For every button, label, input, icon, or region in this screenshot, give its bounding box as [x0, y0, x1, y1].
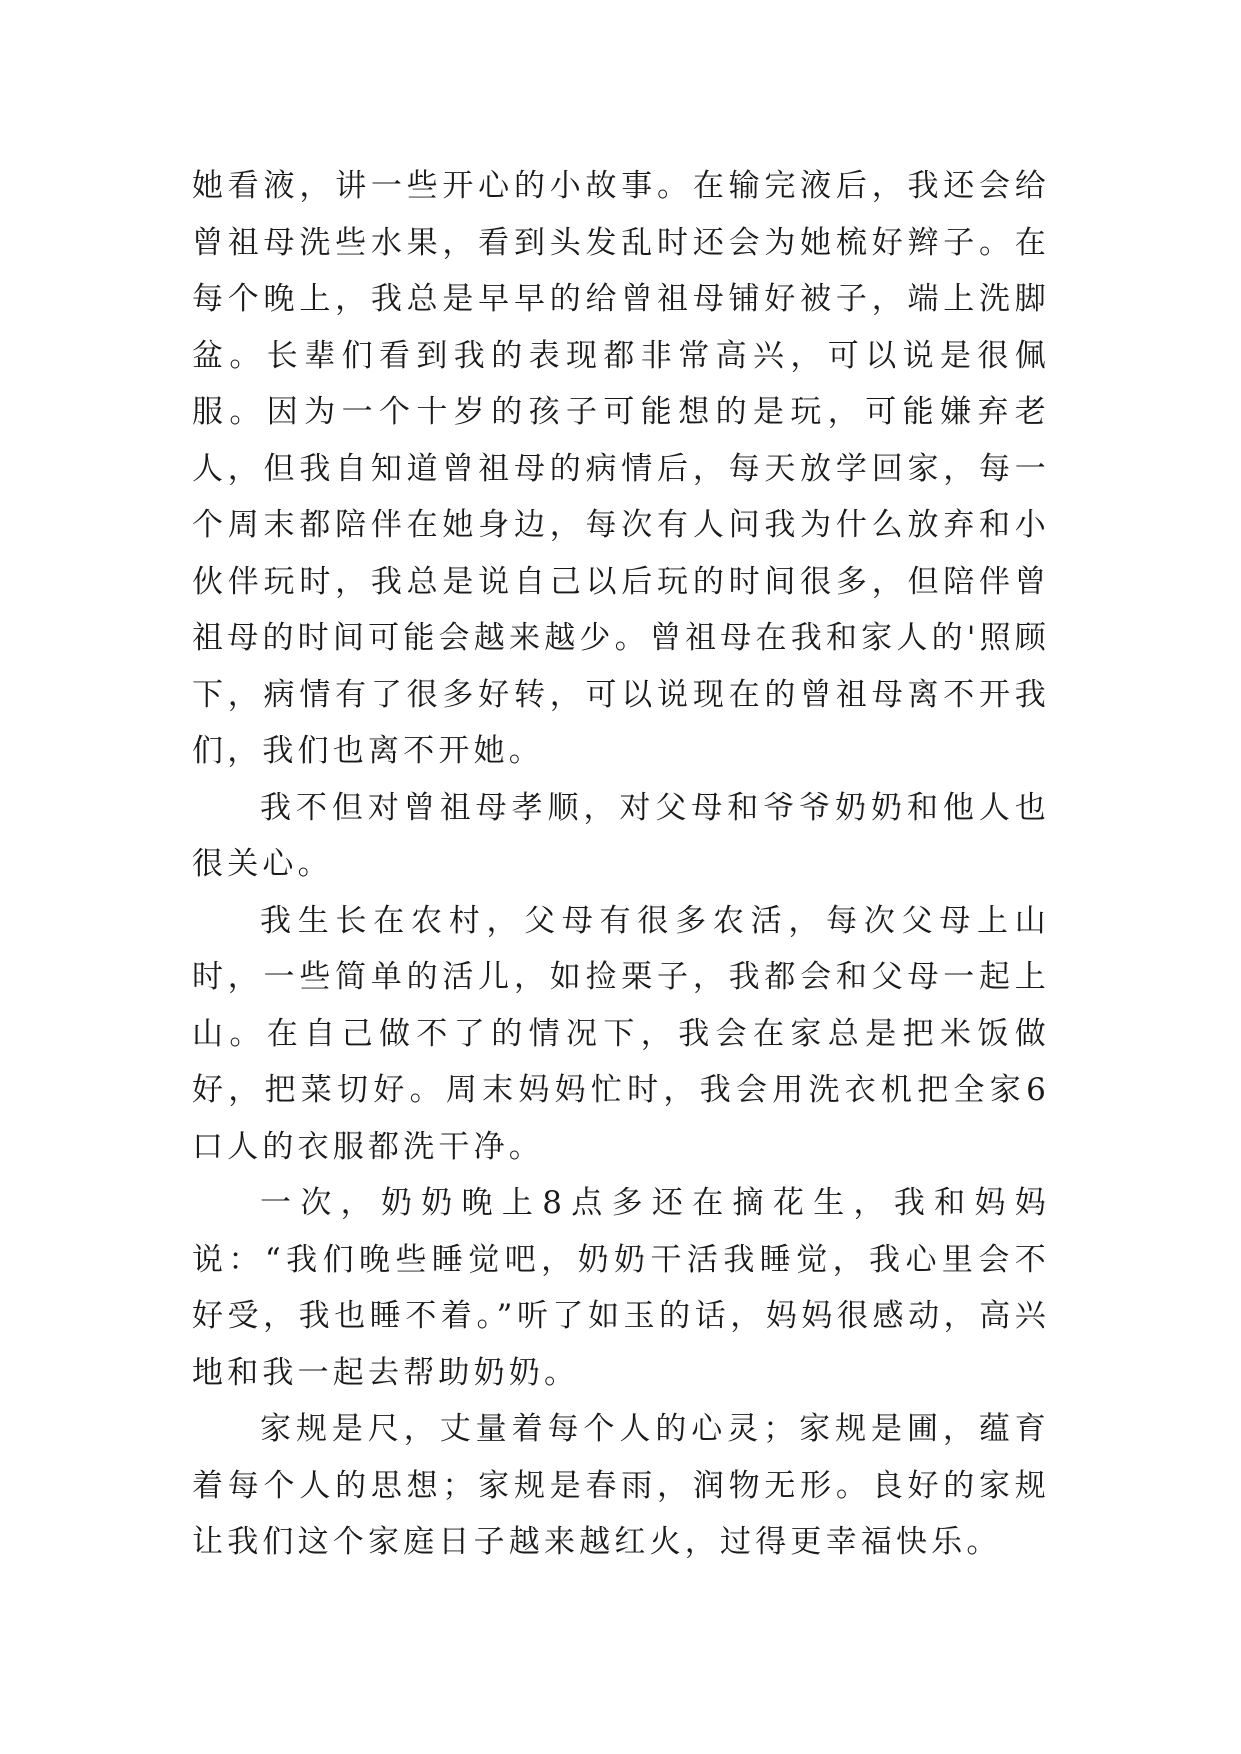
paragraph-1: 她看液，讲一些开心的小故事。在输完液后，我还会给曾祖母洗些水果，看到头发乱时还会为她梳好辫子。在每个晚上，我总是早早的给曾祖母铺好被子，端上洗脚盆。长辈们看到我的表现都非常高兴，可以说是很佩服。因为一个十岁的孩子可能想的是玩，可能嫌弃老人，但我自知道曾祖母的病情后，每天放学回家，每一个周末都陪伴在她身边，每次有人问我为什么放弃和小伙伴玩时，我总是说自己以后玩的时间很多，但陪伴曾祖母的时间可能会越来越少。曾祖母在我和家人的'照顾下，病情有了很多好转，可以说现在的曾祖母离不开我们，我们也离不开她。 [192, 168, 1050, 769]
paragraph-3: 我生长在农村，父母有很多农活，每次父母上山时，一些简单的活儿，如捡栗子，我都会和父母一起上山。在自己做不了的情况下，我会在家总是把米饭做好，把菜切好。周末妈妈忙时，我会用洗衣机把全家6口人的衣服都洗干净。 [192, 902, 1050, 1165]
document-body [192, 158, 1050, 1571]
paragraph-4: 一次，奶奶晚上8点多还在摘花生，我和妈妈说：“我们晚些睡觉吧，奶奶干活我睡觉，我心里会不好受，我也睡不着。”听了如玉的话，妈妈很感动，高兴地和我一起去帮助奶奶。 [192, 1185, 1050, 1391]
paragraph-5: 家规是尺，丈量着每个人的心灵；家规是圃，蕴育着每个人的思想；家规是春雨，润物无形。良好的家规让我们这个家庭日子越来越红火，过得更幸福快乐。 [192, 1411, 1050, 1560]
paragraph-2: 我不但对曾祖母孝顺，对父母和爷爷奶奶和他人也很关心。 [192, 789, 1050, 882]
